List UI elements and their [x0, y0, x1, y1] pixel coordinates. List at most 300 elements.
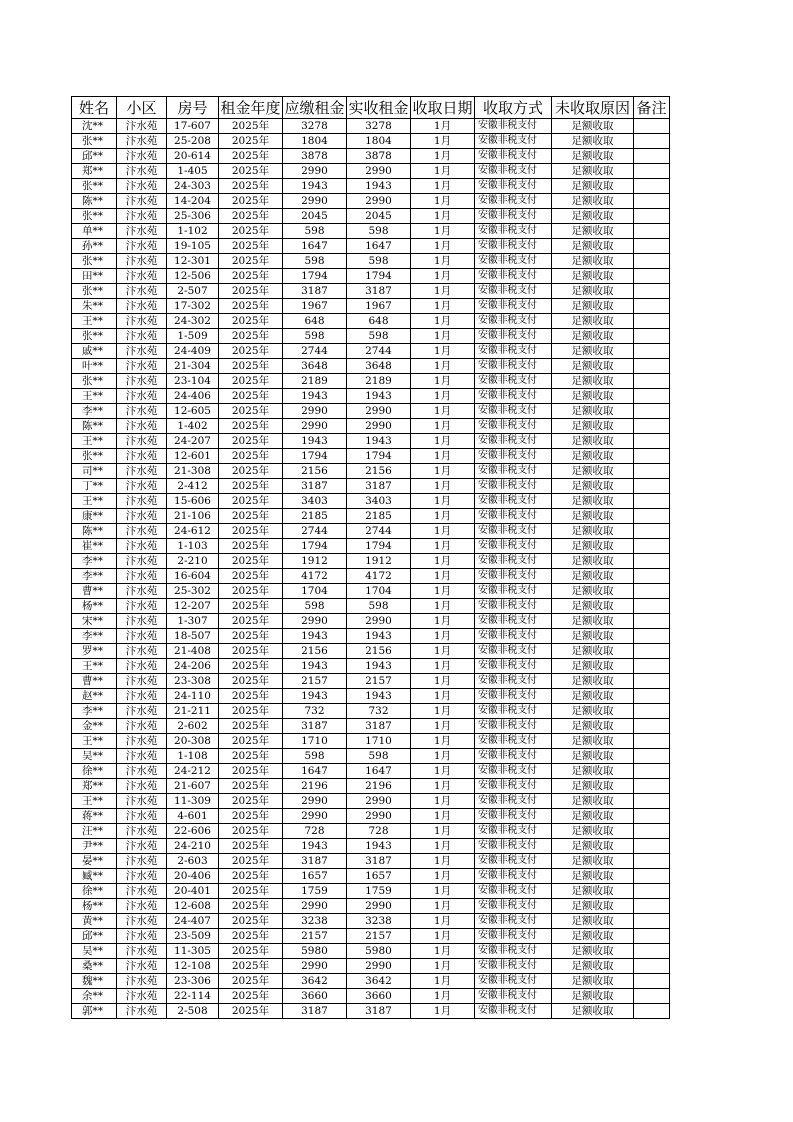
cell-rent-received: 2156 — [347, 464, 411, 479]
cell-room: 20-406 — [167, 869, 219, 884]
cell-rent-received: 2744 — [347, 524, 411, 539]
cell-rent-due: 598 — [283, 254, 347, 269]
cell-collection-method: 安徽非税支付 — [475, 344, 552, 359]
cell-name: 王** — [72, 494, 117, 509]
cell-collection-date: 1月 — [411, 554, 475, 569]
cell-rent-due: 2990 — [283, 194, 347, 209]
cell-rent-received: 1943 — [347, 629, 411, 644]
cell-uncollected-reason: 足额收取 — [552, 179, 634, 194]
table-row — [72, 329, 670, 344]
cell-uncollected-reason: 足额收取 — [552, 464, 634, 479]
cell-collection-date: 1月 — [411, 134, 475, 149]
cell-rent-due: 1943 — [283, 179, 347, 194]
cell-name: 王** — [72, 434, 117, 449]
cell-room: 23-509 — [167, 929, 219, 944]
cell-room: 20-614 — [167, 149, 219, 164]
cell-rent-year: 2025年 — [219, 194, 283, 209]
cell-remarks — [634, 884, 670, 899]
cell-rent-received: 1794 — [347, 539, 411, 554]
cell-collection-date: 1月 — [411, 569, 475, 584]
cell-rent-received: 3403 — [347, 494, 411, 509]
cell-rent-received: 4172 — [347, 569, 411, 584]
cell-rent-received: 2185 — [347, 509, 411, 524]
cell-rent-due: 2990 — [283, 614, 347, 629]
cell-collection-method: 安徽非税支付 — [475, 854, 552, 869]
cell-collection-method: 安徽非税支付 — [475, 989, 552, 1004]
cell-collection-method: 安徽非税支付 — [475, 539, 552, 554]
cell-rent-received: 5980 — [347, 944, 411, 959]
table-row — [72, 944, 670, 959]
cell-remarks — [634, 899, 670, 914]
cell-collection-method: 安徽非税支付 — [475, 164, 552, 179]
cell-collection-method: 安徽非税支付 — [475, 899, 552, 914]
cell-collection-date: 1月 — [411, 1004, 475, 1019]
cell-name: 晏** — [72, 854, 117, 869]
cell-uncollected-reason: 足额收取 — [552, 914, 634, 929]
cell-rent-received: 3187 — [347, 719, 411, 734]
cell-collection-date: 1月 — [411, 329, 475, 344]
cell-uncollected-reason: 足额收取 — [552, 284, 634, 299]
cell-rent-received: 3187 — [347, 854, 411, 869]
cell-remarks — [634, 239, 670, 254]
cell-community: 汴水苑 — [117, 1004, 167, 1019]
table-row — [72, 869, 670, 884]
cell-collection-method: 安徽非税支付 — [475, 359, 552, 374]
cell-collection-date: 1月 — [411, 539, 475, 554]
cell-remarks — [634, 554, 670, 569]
cell-rent-year: 2025年 — [219, 254, 283, 269]
cell-rent-year: 2025年 — [219, 119, 283, 134]
cell-remarks — [634, 509, 670, 524]
cell-community: 汴水苑 — [117, 194, 167, 209]
cell-rent-due: 598 — [283, 749, 347, 764]
cell-remarks — [634, 914, 670, 929]
cell-room: 24-407 — [167, 914, 219, 929]
cell-name: 陈** — [72, 419, 117, 434]
cell-rent-received: 1794 — [347, 449, 411, 464]
cell-rent-due: 648 — [283, 314, 347, 329]
rent-collection-table — [71, 96, 670, 1019]
cell-rent-year: 2025年 — [219, 659, 283, 674]
cell-community: 汴水苑 — [117, 179, 167, 194]
cell-rent-year: 2025年 — [219, 149, 283, 164]
cell-room: 24-210 — [167, 839, 219, 854]
cell-collection-date: 1月 — [411, 314, 475, 329]
cell-remarks — [634, 989, 670, 1004]
cell-rent-received: 648 — [347, 314, 411, 329]
cell-rent-year: 2025年 — [219, 719, 283, 734]
cell-name: 宋** — [72, 614, 117, 629]
table-row — [72, 929, 670, 944]
cell-remarks — [634, 269, 670, 284]
cell-rent-year: 2025年 — [219, 884, 283, 899]
cell-rent-due: 3187 — [283, 854, 347, 869]
cell-uncollected-reason: 足额收取 — [552, 974, 634, 989]
cell-community: 汴水苑 — [117, 464, 167, 479]
cell-uncollected-reason: 足额收取 — [552, 254, 634, 269]
cell-rent-received: 1794 — [347, 269, 411, 284]
cell-collection-date: 1月 — [411, 704, 475, 719]
cell-community: 汴水苑 — [117, 374, 167, 389]
cell-rent-due: 2045 — [283, 209, 347, 224]
cell-rent-year: 2025年 — [219, 359, 283, 374]
cell-collection-date: 1月 — [411, 944, 475, 959]
header-remarks: 备注 — [634, 97, 670, 119]
cell-rent-received: 2196 — [347, 779, 411, 794]
cell-collection-method: 安徽非税支付 — [475, 299, 552, 314]
cell-collection-method: 安徽非税支付 — [475, 884, 552, 899]
cell-name: 张** — [72, 134, 117, 149]
cell-room: 2-508 — [167, 1004, 219, 1019]
cell-rent-due: 1794 — [283, 269, 347, 284]
cell-collection-method: 安徽非税支付 — [475, 434, 552, 449]
cell-remarks — [634, 224, 670, 239]
cell-remarks — [634, 284, 670, 299]
cell-name: 张** — [72, 209, 117, 224]
cell-rent-received: 728 — [347, 824, 411, 839]
cell-collection-date: 1月 — [411, 734, 475, 749]
cell-community: 汴水苑 — [117, 749, 167, 764]
cell-collection-date: 1月 — [411, 719, 475, 734]
cell-room: 12-108 — [167, 959, 219, 974]
cell-remarks — [634, 359, 670, 374]
cell-name: 曹** — [72, 674, 117, 689]
cell-name: 李** — [72, 704, 117, 719]
cell-rent-due: 2196 — [283, 779, 347, 794]
cell-rent-received: 3187 — [347, 1004, 411, 1019]
cell-uncollected-reason: 足额收取 — [552, 509, 634, 524]
cell-collection-method: 安徽非税支付 — [475, 794, 552, 809]
cell-rent-due: 3878 — [283, 149, 347, 164]
cell-community: 汴水苑 — [117, 284, 167, 299]
table-row — [72, 149, 670, 164]
cell-name: 郑** — [72, 779, 117, 794]
cell-room: 21-211 — [167, 704, 219, 719]
cell-rent-year: 2025年 — [219, 434, 283, 449]
cell-collection-method: 安徽非税支付 — [475, 974, 552, 989]
cell-remarks — [634, 809, 670, 824]
cell-collection-method: 安徽非税支付 — [475, 644, 552, 659]
cell-collection-method: 安徽非税支付 — [475, 509, 552, 524]
cell-collection-date: 1月 — [411, 674, 475, 689]
cell-rent-due: 2156 — [283, 644, 347, 659]
cell-rent-due: 3187 — [283, 719, 347, 734]
cell-community: 汴水苑 — [117, 269, 167, 284]
cell-rent-received: 1912 — [347, 554, 411, 569]
cell-rent-year: 2025年 — [219, 704, 283, 719]
cell-uncollected-reason: 足额收取 — [552, 389, 634, 404]
cell-room: 16-604 — [167, 569, 219, 584]
cell-rent-year: 2025年 — [219, 509, 283, 524]
cell-rent-due: 2744 — [283, 344, 347, 359]
cell-rent-received: 1943 — [347, 659, 411, 674]
table-row — [72, 704, 670, 719]
cell-uncollected-reason: 足额收取 — [552, 644, 634, 659]
cell-collection-date: 1月 — [411, 209, 475, 224]
cell-rent-year: 2025年 — [219, 599, 283, 614]
cell-rent-year: 2025年 — [219, 134, 283, 149]
cell-uncollected-reason: 足额收取 — [552, 959, 634, 974]
cell-collection-method: 安徽非税支付 — [475, 809, 552, 824]
cell-rent-received: 2990 — [347, 164, 411, 179]
cell-uncollected-reason: 足额收取 — [552, 434, 634, 449]
cell-remarks — [634, 959, 670, 974]
cell-collection-method: 安徽非税支付 — [475, 404, 552, 419]
cell-rent-received: 1647 — [347, 239, 411, 254]
cell-collection-method: 安徽非税支付 — [475, 329, 552, 344]
cell-community: 汴水苑 — [117, 599, 167, 614]
header-rent-received: 实收租金 — [347, 97, 411, 119]
cell-rent-year: 2025年 — [219, 1004, 283, 1019]
table-row — [72, 824, 670, 839]
cell-name: 李** — [72, 569, 117, 584]
cell-name: 徐** — [72, 884, 117, 899]
cell-community: 汴水苑 — [117, 794, 167, 809]
cell-uncollected-reason: 足额收取 — [552, 374, 634, 389]
cell-collection-date: 1月 — [411, 239, 475, 254]
cell-room: 17-302 — [167, 299, 219, 314]
table-body — [72, 119, 670, 1019]
cell-uncollected-reason: 足额收取 — [552, 689, 634, 704]
cell-rent-received: 1647 — [347, 764, 411, 779]
table-row — [72, 449, 670, 464]
cell-uncollected-reason: 足额收取 — [552, 899, 634, 914]
cell-rent-received: 1657 — [347, 869, 411, 884]
cell-name: 李** — [72, 554, 117, 569]
cell-collection-date: 1月 — [411, 794, 475, 809]
cell-rent-due: 1912 — [283, 554, 347, 569]
cell-rent-due: 1657 — [283, 869, 347, 884]
cell-collection-date: 1月 — [411, 779, 475, 794]
table-row — [72, 404, 670, 419]
cell-name: 邱** — [72, 929, 117, 944]
cell-rent-due: 3187 — [283, 284, 347, 299]
cell-collection-date: 1月 — [411, 299, 475, 314]
cell-rent-received: 3642 — [347, 974, 411, 989]
cell-uncollected-reason: 足额收取 — [552, 989, 634, 1004]
cell-uncollected-reason: 足额收取 — [552, 404, 634, 419]
cell-rent-year: 2025年 — [219, 614, 283, 629]
cell-rent-year: 2025年 — [219, 824, 283, 839]
cell-remarks — [634, 839, 670, 854]
cell-rent-received: 2990 — [347, 194, 411, 209]
cell-collection-method: 安徽非税支付 — [475, 584, 552, 599]
cell-community: 汴水苑 — [117, 359, 167, 374]
cell-room: 1-108 — [167, 749, 219, 764]
cell-uncollected-reason: 足额收取 — [552, 134, 634, 149]
table-row — [72, 254, 670, 269]
cell-rent-year: 2025年 — [219, 839, 283, 854]
cell-community: 汴水苑 — [117, 779, 167, 794]
cell-uncollected-reason: 足额收取 — [552, 569, 634, 584]
cell-collection-method: 安徽非税支付 — [475, 119, 552, 134]
cell-collection-date: 1月 — [411, 464, 475, 479]
cell-name: 吴** — [72, 944, 117, 959]
cell-community: 汴水苑 — [117, 569, 167, 584]
cell-name: 崔** — [72, 539, 117, 554]
cell-collection-date: 1月 — [411, 644, 475, 659]
header-rent-year: 租金年度 — [219, 97, 283, 119]
cell-rent-year: 2025年 — [219, 404, 283, 419]
cell-remarks — [634, 584, 670, 599]
cell-rent-due: 2156 — [283, 464, 347, 479]
cell-rent-year: 2025年 — [219, 419, 283, 434]
cell-collection-method: 安徽非税支付 — [475, 959, 552, 974]
cell-name: 徐** — [72, 764, 117, 779]
cell-rent-received: 598 — [347, 224, 411, 239]
cell-rent-due: 598 — [283, 599, 347, 614]
cell-uncollected-reason: 足额收取 — [552, 359, 634, 374]
cell-community: 汴水苑 — [117, 839, 167, 854]
cell-collection-date: 1月 — [411, 524, 475, 539]
cell-rent-due: 3187 — [283, 1004, 347, 1019]
cell-rent-year: 2025年 — [219, 899, 283, 914]
header-row — [72, 97, 670, 119]
cell-room: 24-406 — [167, 389, 219, 404]
cell-rent-year: 2025年 — [219, 239, 283, 254]
table-row — [72, 194, 670, 209]
cell-rent-received: 2156 — [347, 644, 411, 659]
cell-collection-method: 安徽非税支付 — [475, 464, 552, 479]
cell-rent-year: 2025年 — [219, 779, 283, 794]
cell-collection-date: 1月 — [411, 344, 475, 359]
cell-remarks — [634, 974, 670, 989]
cell-collection-method: 安徽非税支付 — [475, 779, 552, 794]
cell-remarks — [634, 734, 670, 749]
cell-uncollected-reason: 足额收取 — [552, 659, 634, 674]
cell-uncollected-reason: 足额收取 — [552, 494, 634, 509]
cell-collection-date: 1月 — [411, 179, 475, 194]
table-row — [72, 854, 670, 869]
cell-rent-received: 2990 — [347, 614, 411, 629]
cell-rent-due: 1647 — [283, 764, 347, 779]
cell-community: 汴水苑 — [117, 329, 167, 344]
cell-name: 魏** — [72, 974, 117, 989]
cell-rent-year: 2025年 — [219, 299, 283, 314]
cell-room: 18-507 — [167, 629, 219, 644]
cell-rent-year: 2025年 — [219, 269, 283, 284]
cell-rent-due: 3278 — [283, 119, 347, 134]
cell-uncollected-reason: 足额收取 — [552, 734, 634, 749]
cell-rent-year: 2025年 — [219, 794, 283, 809]
cell-community: 汴水苑 — [117, 644, 167, 659]
cell-name: 汪** — [72, 824, 117, 839]
cell-collection-method: 安徽非税支付 — [475, 194, 552, 209]
cell-uncollected-reason: 足额收取 — [552, 1004, 634, 1019]
cell-rent-received: 598 — [347, 599, 411, 614]
cell-name: 陈** — [72, 524, 117, 539]
header-collection-method: 收取方式 — [475, 97, 552, 119]
table-row — [72, 674, 670, 689]
cell-room: 24-409 — [167, 344, 219, 359]
cell-community: 汴水苑 — [117, 929, 167, 944]
table-row — [72, 554, 670, 569]
cell-room: 24-110 — [167, 689, 219, 704]
cell-room: 1-509 — [167, 329, 219, 344]
cell-collection-method: 安徽非税支付 — [475, 314, 552, 329]
cell-remarks — [634, 659, 670, 674]
cell-remarks — [634, 119, 670, 134]
cell-room: 22-606 — [167, 824, 219, 839]
cell-uncollected-reason: 足额收取 — [552, 719, 634, 734]
cell-room: 21-304 — [167, 359, 219, 374]
cell-rent-received: 3238 — [347, 914, 411, 929]
cell-remarks — [634, 134, 670, 149]
cell-rent-received: 2157 — [347, 929, 411, 944]
cell-room: 1-307 — [167, 614, 219, 629]
cell-rent-year: 2025年 — [219, 284, 283, 299]
cell-rent-received: 2990 — [347, 794, 411, 809]
cell-collection-method: 安徽非税支付 — [475, 929, 552, 944]
cell-collection-method: 安徽非税支付 — [475, 149, 552, 164]
cell-remarks — [634, 149, 670, 164]
cell-community: 汴水苑 — [117, 584, 167, 599]
cell-collection-date: 1月 — [411, 854, 475, 869]
cell-rent-due: 3403 — [283, 494, 347, 509]
cell-rent-due: 2990 — [283, 899, 347, 914]
cell-rent-due: 598 — [283, 329, 347, 344]
cell-name: 杨** — [72, 599, 117, 614]
cell-name: 郭** — [72, 1004, 117, 1019]
cell-community: 汴水苑 — [117, 974, 167, 989]
cell-name: 丁** — [72, 479, 117, 494]
cell-rent-year: 2025年 — [219, 944, 283, 959]
cell-rent-received: 3187 — [347, 479, 411, 494]
cell-community: 汴水苑 — [117, 479, 167, 494]
cell-rent-received: 1943 — [347, 179, 411, 194]
table-row — [72, 1004, 670, 1019]
cell-collection-method: 安徽非税支付 — [475, 374, 552, 389]
cell-rent-year: 2025年 — [219, 689, 283, 704]
cell-remarks — [634, 629, 670, 644]
header-room: 房号 — [167, 97, 219, 119]
cell-collection-date: 1月 — [411, 194, 475, 209]
cell-rent-year: 2025年 — [219, 734, 283, 749]
cell-rent-received: 3278 — [347, 119, 411, 134]
cell-community: 汴水苑 — [117, 704, 167, 719]
cell-collection-date: 1月 — [411, 434, 475, 449]
cell-uncollected-reason: 足额收取 — [552, 554, 634, 569]
cell-name: 曹** — [72, 584, 117, 599]
cell-collection-method: 安徽非税支付 — [475, 239, 552, 254]
cell-collection-date: 1月 — [411, 584, 475, 599]
table-row — [72, 209, 670, 224]
cell-community: 汴水苑 — [117, 659, 167, 674]
cell-rent-due: 1804 — [283, 134, 347, 149]
cell-rent-year: 2025年 — [219, 959, 283, 974]
table-row — [72, 719, 670, 734]
cell-uncollected-reason: 足额收取 — [552, 929, 634, 944]
cell-name: 戚** — [72, 344, 117, 359]
cell-remarks — [634, 719, 670, 734]
cell-name: 杨** — [72, 899, 117, 914]
cell-remarks — [634, 644, 670, 659]
table-row — [72, 599, 670, 614]
cell-name: 黄** — [72, 914, 117, 929]
cell-rent-due: 2990 — [283, 809, 347, 824]
cell-collection-date: 1月 — [411, 224, 475, 239]
table-row — [72, 779, 670, 794]
table-row — [72, 374, 670, 389]
cell-rent-due: 2744 — [283, 524, 347, 539]
cell-community: 汴水苑 — [117, 254, 167, 269]
cell-collection-date: 1月 — [411, 509, 475, 524]
cell-community: 汴水苑 — [117, 149, 167, 164]
cell-remarks — [634, 1004, 670, 1019]
cell-rent-due: 2990 — [283, 404, 347, 419]
cell-rent-received: 598 — [347, 254, 411, 269]
cell-collection-method: 安徽非税支付 — [475, 944, 552, 959]
